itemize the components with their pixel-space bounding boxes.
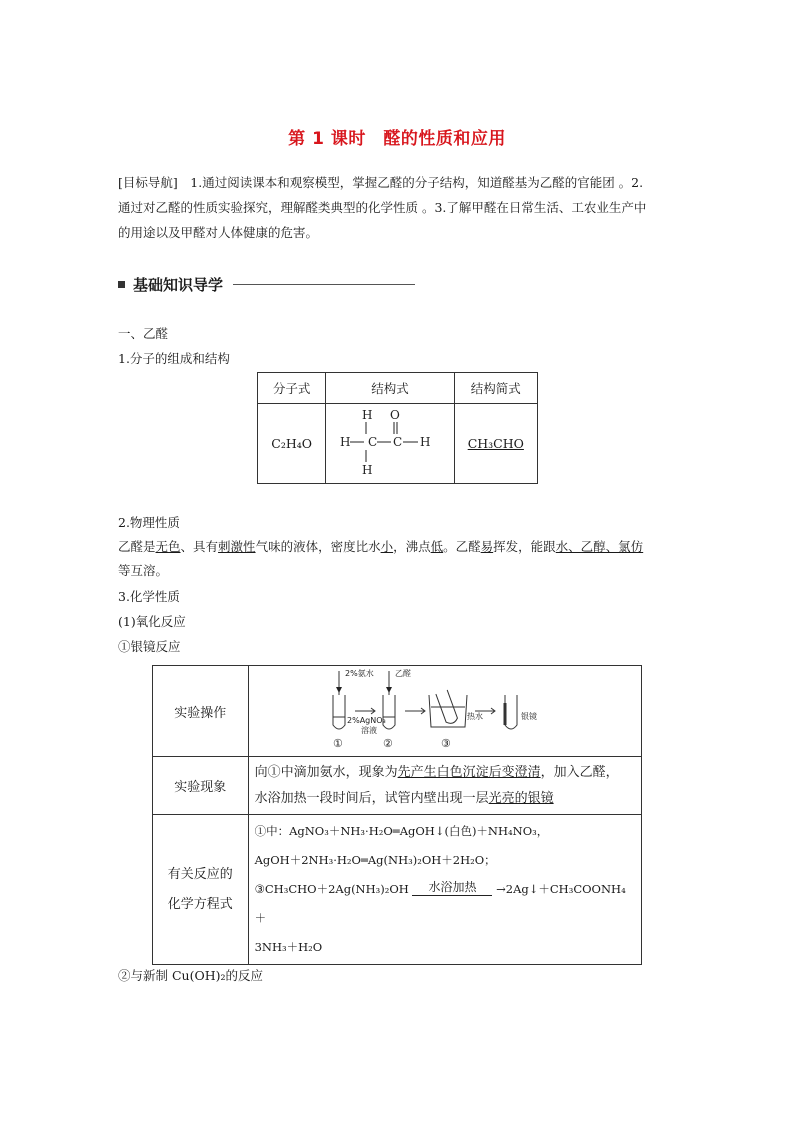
- row-label-operation: 实验操作: [153, 666, 249, 757]
- section-title: 基础知识导学: [133, 276, 224, 294]
- label-solution: 溶液: [360, 726, 377, 735]
- objectives-line-2: 通过对乙醛的性质实验探究，理解醛类典型的化学性质 。3.了解甲醛在日常生活、工农业生产中: [118, 200, 647, 215]
- equation-2: AgOH＋2NH₃·H₂O═Ag(NH₃)₂OH＋2H₂O；: [254, 853, 496, 867]
- objectives: [118, 170, 678, 245]
- label-silver-nitrate: 2%AgNO₃: [346, 716, 386, 725]
- physical-properties: 乙醛是无色、具有刺激性气味的液体，密度比水小，沸点低。乙醛易挥发，能跟水、乙醇、氯仿: [118, 539, 644, 554]
- silver-mirror-table: [152, 665, 642, 965]
- svg-text:H: H: [419, 435, 431, 449]
- step-1-number: ①: [332, 737, 343, 750]
- structure-table: [257, 372, 538, 484]
- label-acetaldehyde: 乙醛: [394, 669, 411, 678]
- equations-text: [248, 815, 641, 965]
- col-header-structural: 结构式: [326, 373, 454, 404]
- svg-text:H: H: [361, 463, 373, 477]
- experiment-apparatus-diagram: [325, 667, 565, 751]
- phenomenon-text: 向①中滴加氨水，现象为先产生白色沉淀后变澄清，加入乙醛， 水浴加热一段时间后，试管内壁出现一层光亮的银镜: [248, 757, 641, 815]
- label-hot-water: 热水: [466, 712, 483, 721]
- equation-1: ①中：AgNO₃＋NH₃·H₂O═AgOH↓(白色)＋NH₄NO₃，: [254, 824, 549, 838]
- square-bullet-icon: [118, 281, 125, 288]
- svg-text:O: O: [389, 408, 400, 422]
- heading-structure: 1.分子的组成和结构: [118, 351, 230, 366]
- equation-3: ③CH₃CHO＋2Ag(NH₃)₂OH 水浴加热 →2Ag↓＋CH₃COONH₄＋: [254, 879, 626, 925]
- molecular-formula: C₂H₄O: [258, 404, 326, 484]
- svg-text:C: C: [367, 435, 378, 449]
- reaction-condition-arrow: 水浴加热: [412, 885, 492, 896]
- experiment-diagram-cell: [248, 666, 641, 757]
- section-rule: [233, 284, 415, 285]
- equation-4: 3NH₃＋H₂O: [254, 940, 323, 954]
- row-label-phenomenon: 实验现象: [153, 757, 249, 815]
- svg-text:H: H: [361, 408, 373, 422]
- objectives-line-1: 1.通过阅读课本和观察模型，掌握乙醛的分子结构，知道醛基为乙醛的官能团 。2.: [177, 175, 644, 190]
- objectives-line-3: 的用途以及甲醛对人体健康的危害。: [118, 225, 319, 240]
- label-ammonia: 2%氨水: [344, 669, 374, 678]
- section-heading: [118, 274, 415, 295]
- heading-acetaldehyde: 一、乙醛: [118, 326, 169, 341]
- svg-text:H: H: [339, 435, 351, 449]
- heading-copper-hydroxide: ②与新制 Cu(OH)₂的反应: [118, 968, 264, 983]
- label-silver-mirror: 银镜: [520, 712, 537, 721]
- col-header-formula: 分子式: [258, 373, 326, 404]
- step-2-number: ②: [382, 737, 393, 750]
- objectives-tag: [目标导航]: [118, 175, 178, 190]
- structural-formula: [326, 404, 454, 484]
- svg-text:C: C: [392, 435, 403, 449]
- step-3-number: ③: [440, 737, 451, 750]
- simple-formula: CH₃CHO: [454, 404, 537, 484]
- page-title: 第 1 课时 醛的性质和应用: [288, 129, 506, 149]
- heading-oxidation: (1)氧化反应: [118, 614, 186, 629]
- structural-formula-diagram: [340, 405, 440, 479]
- heading-physical: 2.物理性质: [118, 515, 180, 530]
- col-header-simple: 结构简式: [454, 373, 537, 404]
- physical-properties-line-2: 等互溶。: [118, 563, 169, 578]
- heading-chemical: 3.化学性质: [118, 589, 180, 604]
- heading-silver-mirror: ①银镜反应: [118, 639, 181, 654]
- row-label-equations: 有关反应的 化学方程式: [153, 815, 249, 965]
